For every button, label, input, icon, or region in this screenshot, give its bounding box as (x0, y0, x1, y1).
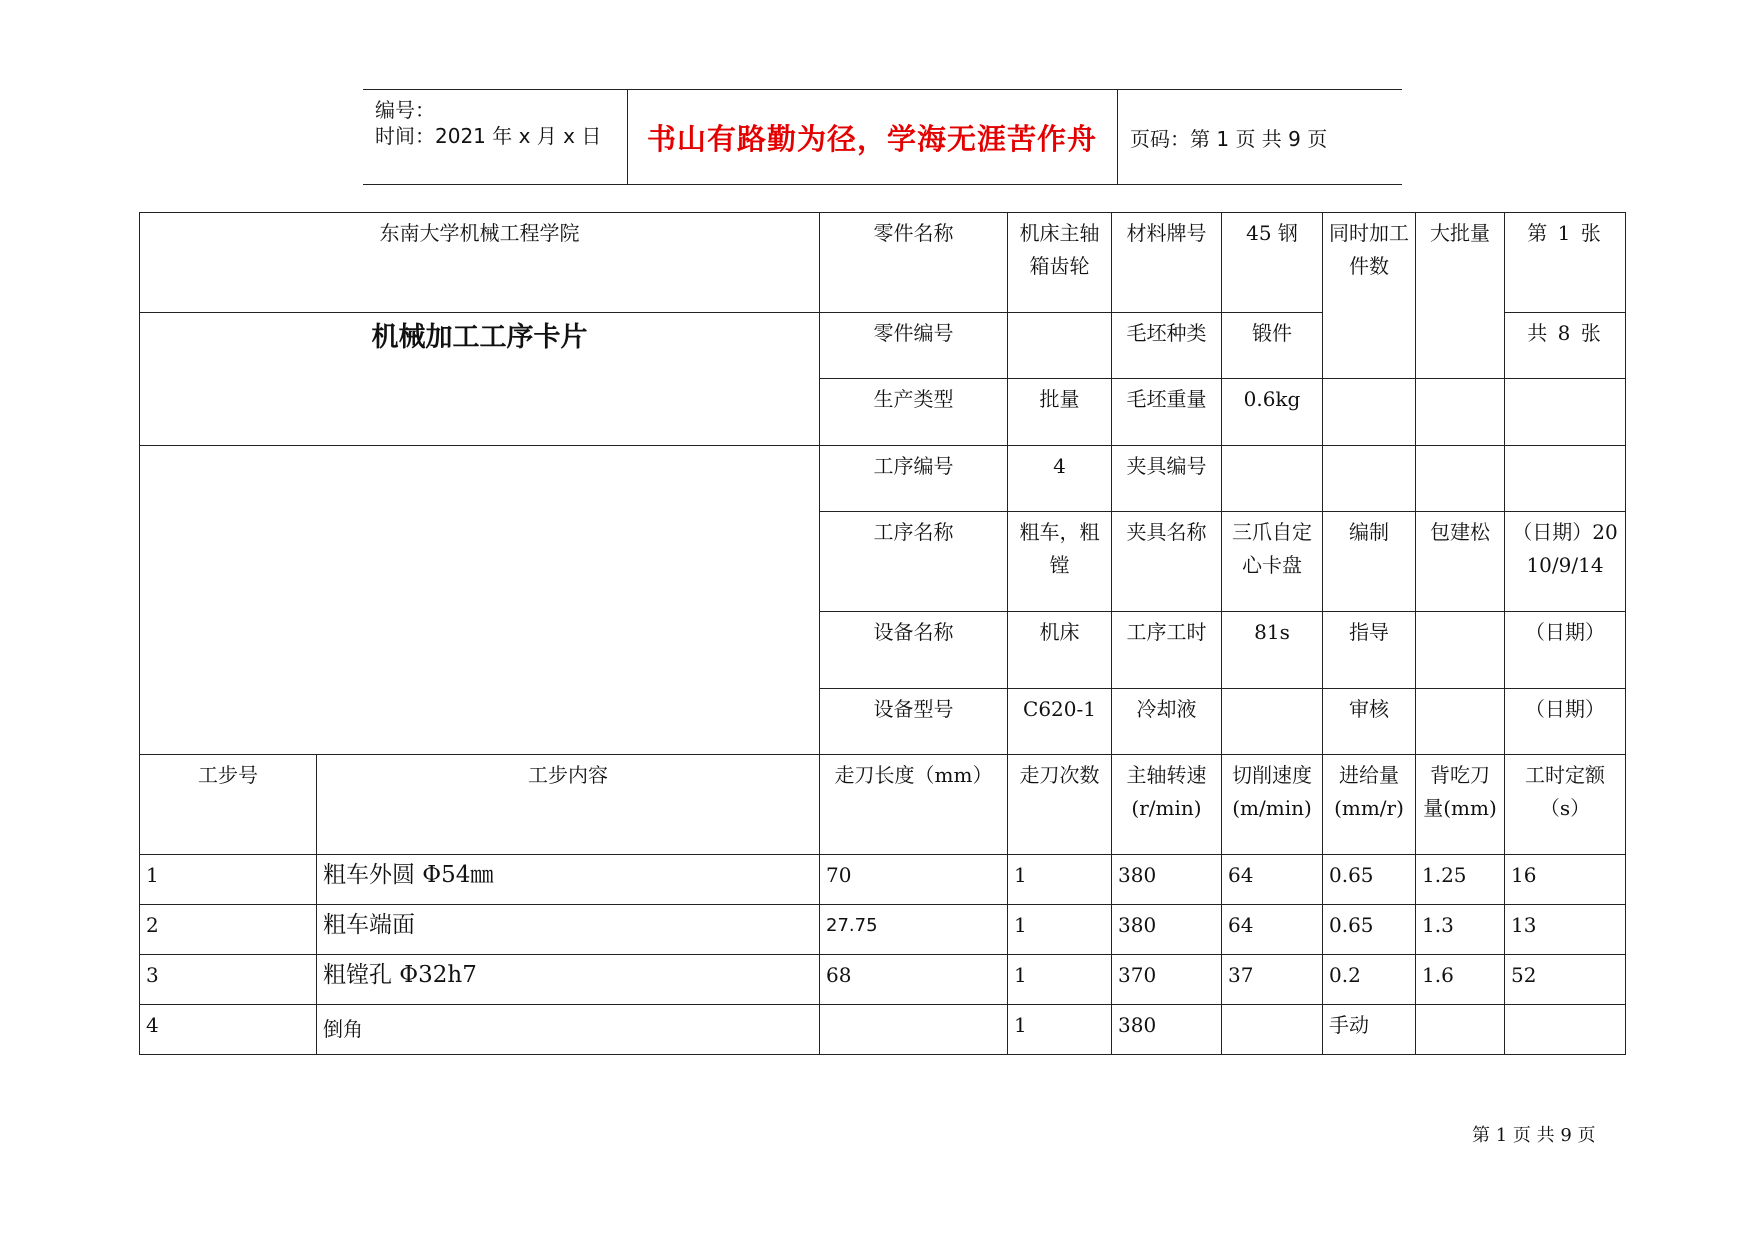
step-content: 倒角 (317, 1005, 820, 1055)
part-no-value (1008, 313, 1112, 379)
equip-model-value: C620-1 (1008, 689, 1112, 755)
step-feed: 手动 (1323, 1005, 1416, 1055)
empty-cell (1505, 446, 1626, 512)
step-content: 粗车外圆 Φ54㎜ (317, 855, 820, 905)
blank-weight-value: 0.6kg (1222, 379, 1323, 446)
equip-model-label: 设备型号 (820, 689, 1008, 755)
sketch-area (140, 446, 820, 755)
card-title-cell (140, 313, 820, 446)
guide-label: 指导 (1323, 612, 1416, 689)
step-content: 粗镗孔 Φ32h7 (317, 955, 820, 1005)
step-no: 1 (140, 855, 317, 905)
page-indicator: 页码：第 1 页 共 9 页 (1130, 126, 1328, 151)
motto-text: 书山有路勤为径，学海无涯苦作舟 (646, 121, 1097, 156)
col-cut-depth: 背吃刀量(mm) (1416, 755, 1505, 855)
step-feed-length (820, 1005, 1008, 1055)
step-spindle: 370 (1112, 955, 1222, 1005)
coolant-value (1222, 689, 1323, 755)
op-no-label: 工序编号 (820, 446, 1008, 512)
simul-count-value: 大批量 (1416, 213, 1505, 379)
compiler-name: 包建松 (1416, 512, 1505, 612)
step-spindle: 380 (1112, 1005, 1222, 1055)
sheet-number: 第 1 张 (1505, 213, 1626, 313)
equip-name-label: 设备名称 (820, 612, 1008, 689)
col-feed-length: 走刀长度（mm） (820, 755, 1008, 855)
col-time-quota: 工时定额（s） (1505, 755, 1626, 855)
step-feed: 0.65 (1323, 855, 1416, 905)
blank-type-value: 锻件 (1222, 313, 1323, 379)
part-name-value: 机床主轴箱齿轮 (1008, 213, 1112, 313)
document-header (363, 89, 1402, 185)
fixture-name-label: 夹具名称 (1112, 512, 1222, 612)
col-spindle-speed: 主轴转速(r/min) (1112, 755, 1222, 855)
op-name-value: 粗车，粗镗 (1008, 512, 1112, 612)
header-meta (363, 90, 628, 184)
compile-label: 编制 (1323, 512, 1416, 612)
step-no: 4 (140, 1005, 317, 1055)
step-no: 2 (140, 905, 317, 955)
step-cut-speed (1222, 1005, 1323, 1055)
table-row (140, 855, 1626, 905)
step-cut-speed: 64 (1222, 905, 1323, 955)
step-feed-length: 27.75 (820, 905, 1008, 955)
step-cut-speed: 37 (1222, 955, 1323, 1005)
empty-cell (1505, 379, 1626, 446)
step-time (1505, 1005, 1626, 1055)
step-feed: 0.2 (1323, 955, 1416, 1005)
empty-cell (1416, 379, 1505, 446)
step-passes: 1 (1008, 955, 1112, 1005)
empty-cell (1416, 689, 1505, 755)
coolant-label: 冷却液 (1112, 689, 1222, 755)
step-feed: 0.65 (1323, 905, 1416, 955)
table-row (140, 955, 1626, 1005)
steps-header-row (140, 755, 1626, 855)
fixture-no-value (1222, 446, 1323, 512)
prod-type-value: 批量 (1008, 379, 1112, 446)
card-title: 机械加工工序卡片 (371, 322, 588, 353)
step-cut-speed: 64 (1222, 855, 1323, 905)
step-spindle: 380 (1112, 905, 1222, 955)
header-motto-cell (627, 90, 1118, 184)
review-label: 审核 (1323, 689, 1416, 755)
step-feed-length: 68 (820, 955, 1008, 1005)
equip-name-value: 机床 (1008, 612, 1112, 689)
empty-cell (1323, 379, 1416, 446)
table-row (140, 905, 1626, 955)
fixture-name-value: 三爪自定心卡盘 (1222, 512, 1323, 612)
step-depth: 1.6 (1416, 955, 1505, 1005)
step-passes: 1 (1008, 905, 1112, 955)
col-content: 工步内容 (317, 755, 820, 855)
step-content: 粗车端面 (317, 905, 820, 955)
step-depth: 1.3 (1416, 905, 1505, 955)
step-feed-length: 70 (820, 855, 1008, 905)
sheet-total: 共 8 张 (1505, 313, 1626, 379)
empty-cell (1323, 446, 1416, 512)
material-label: 材料牌号 (1112, 213, 1222, 313)
review-date: （日期） (1505, 689, 1626, 755)
prod-type-label: 生产类型 (820, 379, 1008, 446)
step-no: 3 (140, 955, 317, 1005)
step-depth (1416, 1005, 1505, 1055)
material-value: 45 钢 (1222, 213, 1323, 313)
fixture-no-label: 夹具编号 (1112, 446, 1222, 512)
simul-count-label: 同时加工件数 (1323, 213, 1416, 379)
blank-weight-label: 毛坯重量 (1112, 379, 1222, 446)
guide-date: （日期） (1505, 612, 1626, 689)
part-no-label: 零件编号 (820, 313, 1008, 379)
page-footer: 第 1 页 共 9 页 (1472, 1125, 1596, 1146)
step-time: 16 (1505, 855, 1626, 905)
step-passes: 1 (1008, 855, 1112, 905)
date-label: 时间：2021 年 x 月 x 日 (375, 124, 602, 148)
school-name: 东南大学机械工程学院 (140, 213, 820, 313)
part-name-label: 零件名称 (820, 213, 1008, 313)
step-depth: 1.25 (1416, 855, 1505, 905)
empty-cell (1416, 612, 1505, 689)
col-feed-rate: 进给量(mm/r) (1323, 755, 1416, 855)
op-time-value: 81s (1222, 612, 1323, 689)
table-row (140, 1005, 1626, 1055)
process-card-table (139, 212, 1626, 1055)
number-label: 编号： (375, 98, 435, 122)
empty-cell (1416, 446, 1505, 512)
step-spindle: 380 (1112, 855, 1222, 905)
blank-type-label: 毛坯种类 (1112, 313, 1222, 379)
op-time-label: 工序工时 (1112, 612, 1222, 689)
col-cutting-speed: 切削速度(m/min) (1222, 755, 1323, 855)
op-no-value: 4 (1008, 446, 1112, 512)
step-passes: 1 (1008, 1005, 1112, 1055)
col-passes: 走刀次数 (1008, 755, 1112, 855)
col-step-no: 工步号 (140, 755, 317, 855)
compile-date: （日期）2010/9/14 (1505, 512, 1626, 612)
op-name-label: 工序名称 (820, 512, 1008, 612)
step-time: 52 (1505, 955, 1626, 1005)
step-time: 13 (1505, 905, 1626, 955)
